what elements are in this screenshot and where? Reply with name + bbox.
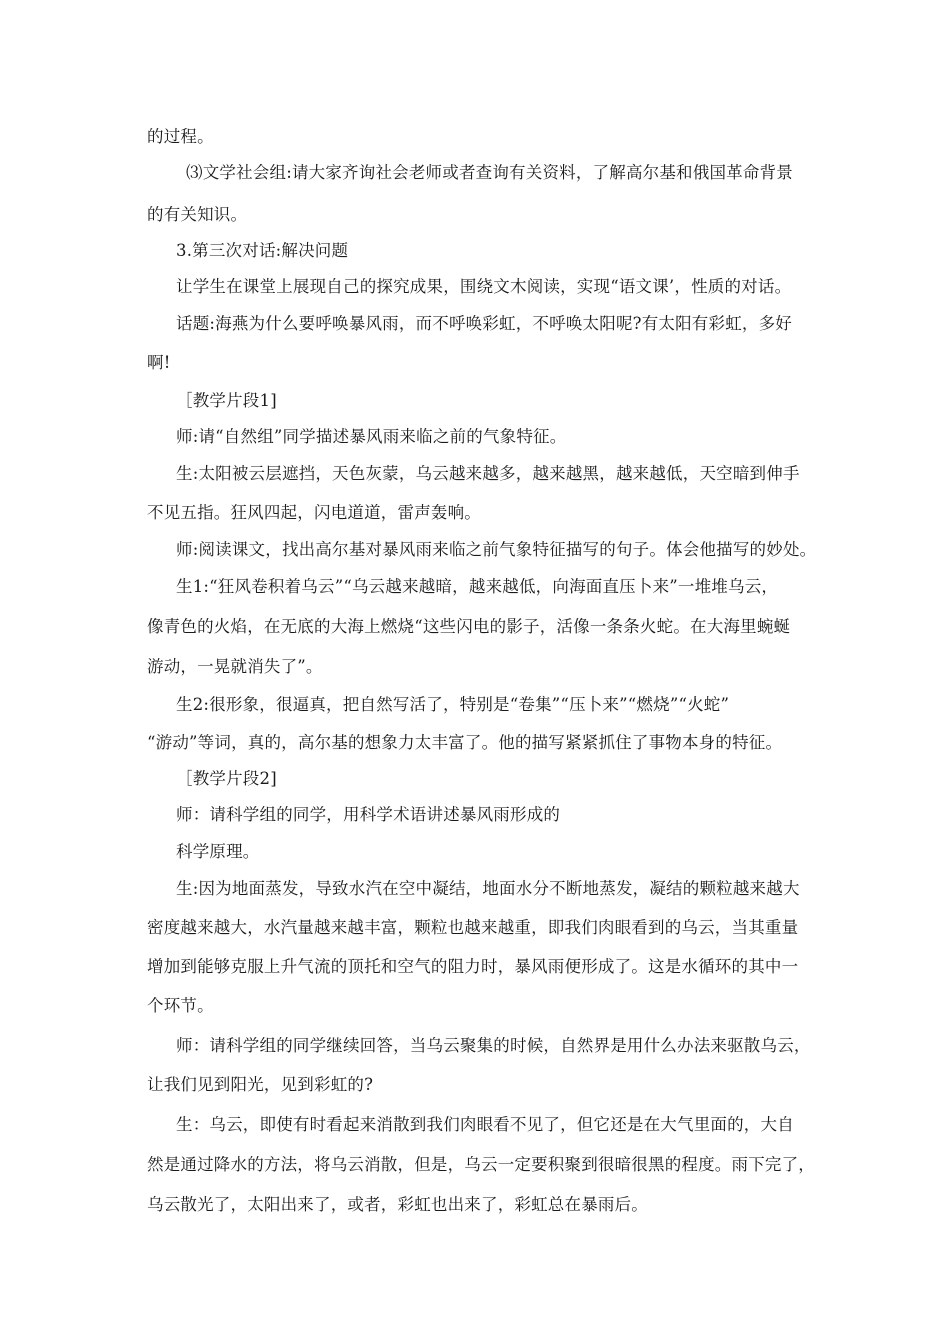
paragraph-line: 生:因为地面蒸发，导致水汽在空中凝结，地面水分不断地蒸发，凝结的颗粒越来越大	[176, 879, 800, 898]
paragraph-line: 话题:海燕为什么要呼唤暴风雨，而不呼唤彩虹，不呼唤太阳呢?有太阳有彩虹，多好	[176, 314, 793, 333]
paragraph-line: 师:请“自然组”同学描述暴风雨来临之前的气象特征。	[176, 427, 567, 446]
paragraph-line: 让学生在课堂上展现自己的探究成果，围绕文木阅读，实现“语文课’，性质的对话。	[176, 277, 792, 296]
section-heading: 3.第三次对话:解决问题	[176, 241, 349, 260]
segment-label: ［教学片段1]	[176, 391, 277, 410]
paragraph-line: 游动，一晃就消失了”。	[147, 657, 323, 676]
paragraph-line: 生：乌云，即使有时看起来消散到我们肉眼看不见了，但它还是在大气里面的，大自	[176, 1115, 794, 1134]
paragraph-line: 密度越来越大，水汽量越来越丰富，颗粒也越来越重，即我们肉眼看到的乌云，当其重量	[147, 918, 799, 937]
paragraph-line: 个环节。	[147, 996, 214, 1015]
paragraph-line: 乌云散光了，太阳出来了，或者，彩虹也出来了，彩虹总在暴雨后。	[147, 1195, 648, 1214]
paragraph-line: 像青色的火焰，在无底的大海上燃烧“这些闪电的影子，活像一条条火蛇。在大海里蜿蜒	[147, 617, 791, 636]
paragraph-line: 的过程。	[147, 127, 214, 146]
paragraph-line: 增加到能够克服上升气流的顶托和空气的阻力时，暴风雨便形成了。这是水循环的其中一	[147, 957, 799, 976]
paragraph-line: 让我们见到阳光，见到彩虹的?	[147, 1075, 374, 1094]
paragraph-line: “游动”等词，真的，高尔基的想象力太丰富了。他的描写紧紧抓住了事物本身的特征。	[147, 733, 783, 752]
paragraph-line: 的有关知识。	[147, 205, 248, 224]
segment-label: ［教学片段2]	[176, 769, 277, 788]
paragraph-line: 师:阅读课文，找出高尔基对暴风雨来临之前气象特征描写的句子。体会他描写的妙处。	[176, 540, 817, 559]
paragraph-line: 师：请科学组的同学继续回答，当乌云聚集的时候，自然界是用什么办法来驱散乌云，	[176, 1036, 811, 1055]
paragraph-line: 然是通过降水的方法，将乌云消散，但是，乌云一定要积聚到很暗很黑的程度。雨下完了，	[147, 1155, 815, 1174]
paragraph-line: 科学原理。	[176, 842, 260, 861]
paragraph-line: 生:太阳被云层遮挡，天色灰蒙，乌云越来越多，越来越黑，越来越低，天空暗到伸手	[176, 464, 800, 483]
paragraph-line: 啊!	[147, 353, 171, 372]
paragraph-line: ⑶文学社会组:请大家齐询社会老师或者查询有关资料，了解高尔基和俄国革命背景	[186, 163, 793, 182]
paragraph-line: 师：请科学组的同学，用科学术语讲述暴风雨形成的	[176, 805, 561, 824]
paragraph-line: 生2:很形象，很逼真，把自然写活了，特别是“卷集”“压卜来”“燃烧”“火蛇”	[176, 695, 730, 714]
paragraph-line: 生1:“狂风卷积着乌云”“乌云越来越暗，越来越低，向海面直压卜来”一堆堆乌云，	[176, 577, 779, 596]
paragraph-line: 不见五指。狂风四起，闪电道道，雷声轰响。	[147, 503, 481, 522]
